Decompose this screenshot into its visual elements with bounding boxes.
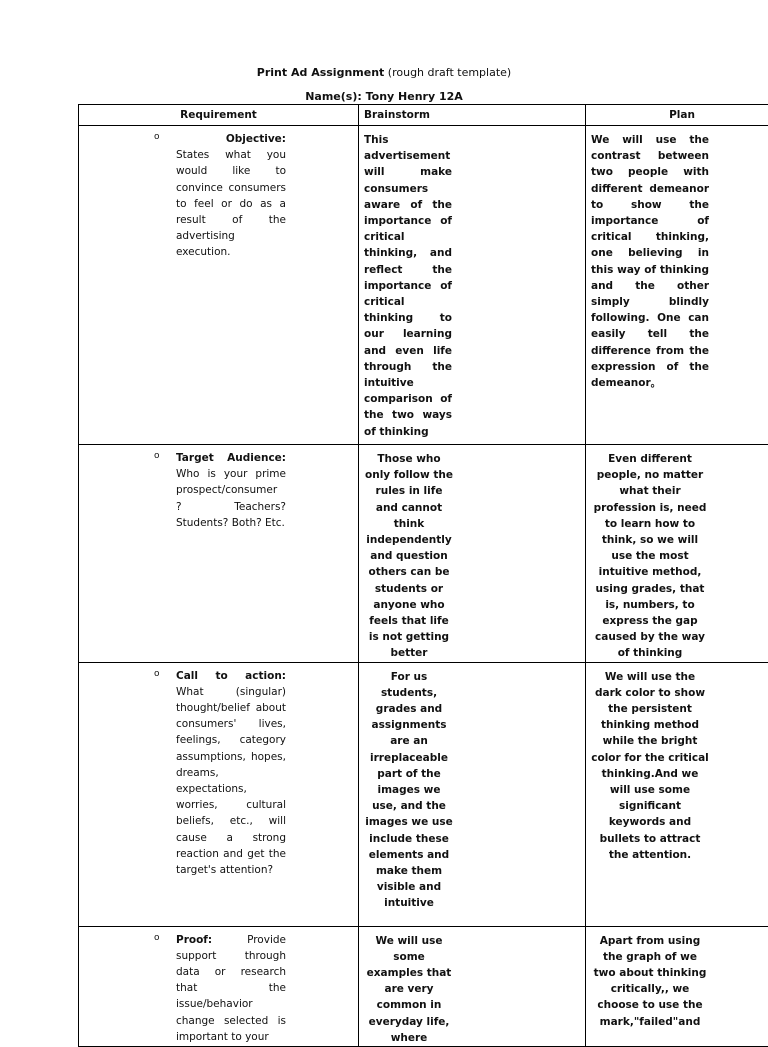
student-names: Name(s): Tony Henry 12A bbox=[0, 90, 768, 103]
requirement-target-audience bbox=[176, 450, 286, 531]
brainstorm-text: Those who only follow the rules in life and cannot think independently and question others can be students or anyone who feels that life is not getting better bbox=[364, 451, 454, 662]
header-requirement: Requirement bbox=[79, 105, 359, 126]
brainstorm-cell bbox=[359, 662, 586, 926]
brainstorm-cell bbox=[359, 445, 586, 663]
table-header-row bbox=[79, 105, 768, 126]
requirement-label: Call to action: bbox=[176, 670, 286, 682]
plan-cell bbox=[586, 662, 768, 926]
bullet-icon: o bbox=[154, 669, 160, 679]
requirement-objective bbox=[176, 131, 286, 261]
plan-text: We will use the dark color to show the persistent thinking method while the bright color for the critical thinking.And we will use some significant keywords and bullets to attract the attention. bbox=[591, 669, 709, 863]
table-row bbox=[79, 926, 768, 1046]
plan-cell bbox=[586, 926, 768, 1046]
bullet-icon: o bbox=[154, 451, 160, 461]
table-row bbox=[79, 662, 768, 926]
assignment-table bbox=[78, 104, 768, 1047]
brainstorm-cell bbox=[359, 126, 586, 445]
page-title bbox=[0, 66, 768, 79]
plan-text: We will use the contrast between two people with different demeanor to show the importance of critical thinking, one believing in this way of thinking and the other simply blindly following. One can easily tell the difference from the expression of the demeanor。 bbox=[591, 132, 709, 391]
requirement-cell bbox=[79, 662, 359, 926]
requirement-label: Proof: bbox=[176, 934, 212, 946]
requirement-description: What (singular) thought/belief about consumers' lives, feelings, category assumptions, hopes, dreams, expectations, worries, cultural beliefs, etc., will cause a strong reaction and get the target's attention? bbox=[176, 686, 286, 876]
requirement-cell bbox=[79, 126, 359, 445]
requirement-description: States what you would like to convince consumers to feel or do as a result of the advertising execution. bbox=[176, 149, 286, 258]
requirement-label: Objective: bbox=[176, 131, 286, 147]
requirement-call-to-action bbox=[176, 668, 286, 879]
brainstorm-text: For us students, grades and assignments are an irreplaceable part of the images we use, and the images we use include these elements and make them visible and intuitive bbox=[364, 669, 454, 912]
requirement-label: Target Audience: bbox=[176, 452, 286, 464]
plan-cell bbox=[586, 445, 768, 663]
requirement-cell bbox=[79, 926, 359, 1046]
header-plan: Plan bbox=[586, 105, 768, 126]
requirement-description: Who is your prime prospect/consumer ? Teachers? Students? Both? Etc. bbox=[176, 468, 286, 529]
requirement-description: Provide support through data or research that the issue/behavior change selected is important to your bbox=[176, 934, 286, 1043]
requirement-cell bbox=[79, 445, 359, 663]
page-title-subtitle: (rough draft template) bbox=[384, 66, 511, 79]
bullet-icon: o bbox=[154, 132, 160, 142]
table-row bbox=[79, 445, 768, 663]
brainstorm-text: This advertisement will make consumers aware of the importance of critical thinking, and reflect the importance of critical thinking to our learning and even life through the intuitive comparison of the two ways of thinking bbox=[364, 132, 452, 440]
requirement-proof bbox=[176, 932, 286, 1045]
bullet-icon: o bbox=[154, 933, 160, 943]
plan-cell bbox=[586, 126, 768, 445]
plan-text: Even different people, no matter what their profession is, need to learn how to think, so we will use the most intuitive method, using grades, that is, numbers, to express the gap caused by the way of thinking bbox=[591, 451, 709, 662]
plan-text: Apart from using the graph of we two about thinking critically,, we choose to use the mark,"failed"and bbox=[591, 933, 709, 1030]
brainstorm-text: We will use some examples that are very common in everyday life, where bbox=[364, 933, 454, 1046]
table-row bbox=[79, 126, 768, 445]
brainstorm-cell bbox=[359, 926, 586, 1046]
header-brainstorm: Brainstorm bbox=[359, 105, 586, 126]
page-title-bold: Print Ad Assignment bbox=[257, 66, 385, 79]
